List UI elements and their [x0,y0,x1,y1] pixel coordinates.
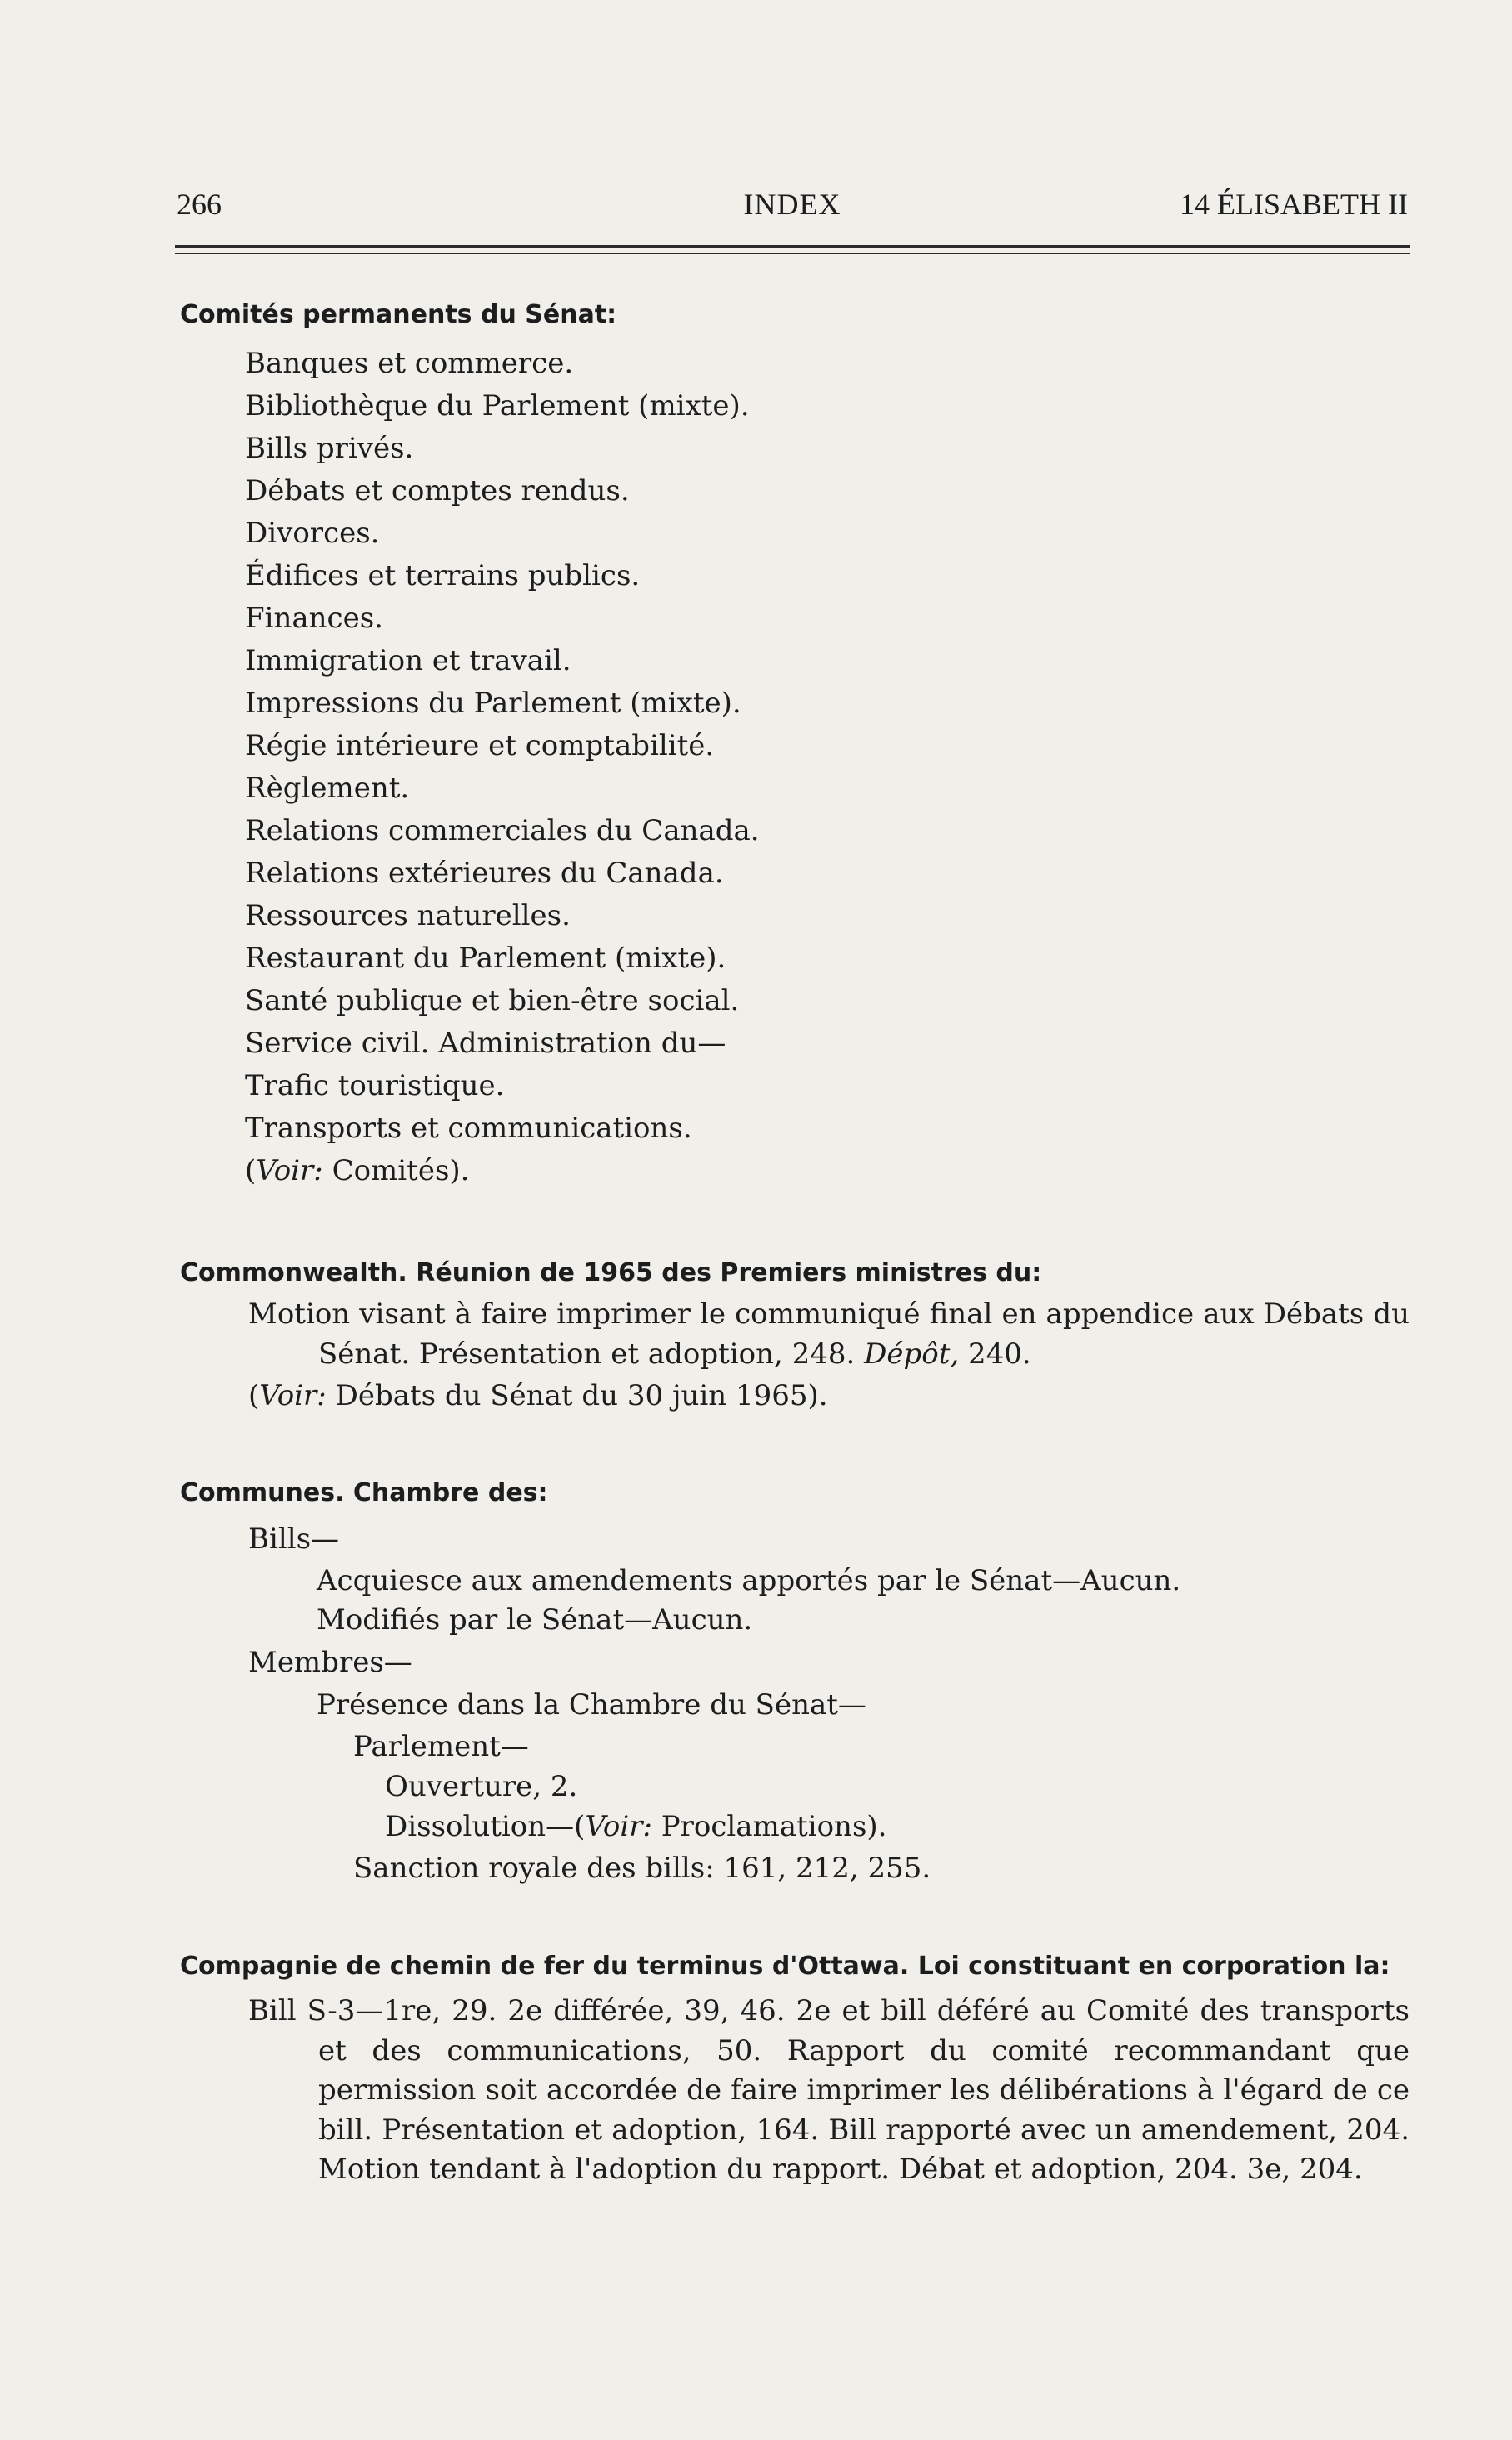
parlement-label: Parlement— [353,1730,529,1763]
committee-item: Débats et comptes rendus. [245,474,630,508]
committee-item: Règlement. [245,772,410,805]
presence-label: Présence dans la Chambre du Sénat— [317,1688,866,1722]
see-target: Débats du Sénat du 30 juin 1965). [335,1379,828,1412]
committee-item: Santé publique et bien-être social. [245,984,740,1018]
header-rule-thick [175,245,1410,248]
bill-history: Bill S-3—1re, 29. 2e différée, 39, 46. 2e et bill déféré au Comité des transports et des communications, 50. Rapport du comité recommandant que permission soit accordée de faire imprimer les délibérations à l'égard de ce bill. Présentation et adoption, 164. Bill rapporté avec un amendement, 204. Motion tendant à l'adoption du rapport. Débat et adoption, 204. 3e, 204. [248,1994,1410,2186]
see-target: Comités). [332,1154,470,1188]
committee-item: Régie intérieure et comptabilité. [245,729,715,762]
running-header [177,183,1408,225]
committee-item: Relations commerciales du Canada. [245,814,760,848]
committee-item: Bibliothèque du Parlement (mixte). [245,389,750,422]
commonwealth-motion [248,1295,1410,1374]
see-also-reference: (Voir: Comités). [245,1154,470,1188]
committee-item: Finances. [245,602,383,635]
subentry-membres: Membres— [248,1646,412,1679]
dissolution-item [385,1807,886,1847]
committee-item: Relations extérieures du Canada. [245,857,724,890]
depot-label: Dépôt, [864,1337,960,1371]
see-label: Voir: [585,1810,652,1843]
subentry-bills: Bills— [248,1522,340,1556]
entry-heading: Comités permanents du Sénat: [180,300,617,329]
committee-item: Banques et commerce. [245,347,574,380]
ouverture-item: Ouverture, 2. [385,1770,578,1803]
header-reign: 14 ÉLISABETH II [1180,188,1408,221]
committee-item: Transports et communications. [245,1112,692,1145]
motion-text: Motion visant à faire imprimer le communiqué final en appendice aux Débats du Sénat. Présentation et adoption, 248. [248,1298,1410,1371]
entry-heading: Compagnie de chemin de fer du terminus d'Ottawa. Loi constituant en corporation la: [180,1952,1390,1981]
committee-item: Divorces. [245,517,380,550]
bills-item: Acquiesce aux amendements apportés par le Sénat—Aucun. [317,1564,1181,1598]
committee-item: Immigration et travail. [245,644,571,678]
committee-item: Bills privés. [245,432,414,465]
see-label: Voir: [259,1379,327,1412]
committee-item: Service civil. Administration du— [245,1027,726,1060]
committee-item: Trafic touristique. [245,1069,505,1102]
header-title: INDEX [743,188,841,221]
entry-heading: Commonwealth. Réunion de 1965 des Premiers ministres du: [180,1258,1042,1288]
see-also-reference: (Voir: Débats du Sénat du 30 juin 1965). [248,1379,828,1412]
sanction-item: Sanction royale des bills: 161, 212, 255. [353,1852,931,1885]
header-rule-thin [175,252,1410,254]
see-target: Proclamations). [661,1810,887,1843]
see-label: Voir: [256,1154,323,1188]
dissolution-prefix: Dissolution—( [385,1810,586,1843]
committee-item: Restaurant du Parlement (mixte). [245,942,726,975]
committee-item: Ressources naturelles. [245,899,571,932]
entry-heading: Communes. Chambre des: [180,1478,548,1508]
committee-item: Édifices et terrains publics. [245,559,641,592]
bills-item: Modifiés par le Sénat—Aucun. [317,1603,753,1637]
depot-page: 240. [968,1337,1031,1371]
page-number: 266 [177,188,222,221]
committee-item: Impressions du Parlement (mixte). [245,687,741,720]
